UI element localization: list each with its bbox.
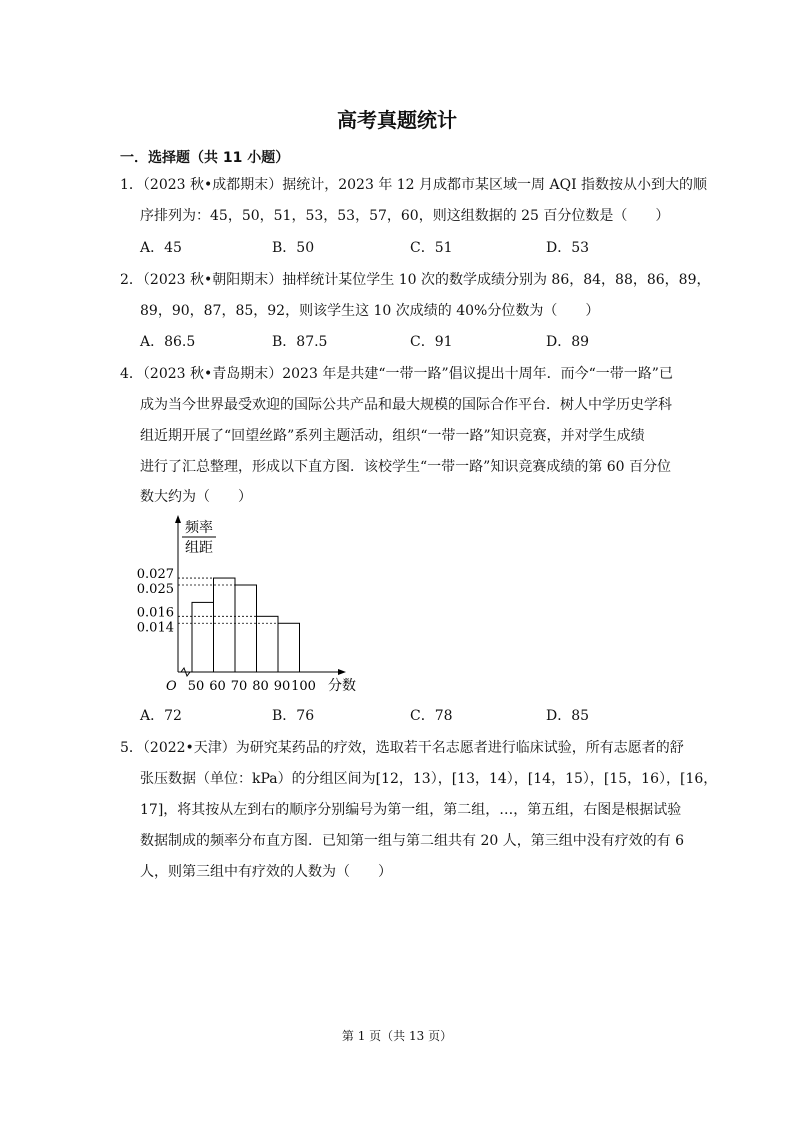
question-5-line-1: 5．（2022•天津）为研究某药品的疗效，选取若干名志愿者进行临床试验，所有志愿者的舒 [120, 740, 684, 756]
x-tick-label: 100 [291, 679, 316, 694]
histogram-bar [235, 585, 257, 672]
question-1-line-1: 1．（2023 秋•成都期末）据统计，2023 年 12 月成都市某区域一周 AQI 指数按从小到大的顺 [120, 177, 708, 193]
histogram-bar [192, 602, 214, 672]
x-tick-label: 80 [252, 679, 269, 694]
y-label-top: 频率 [185, 520, 213, 536]
question-4-line-2: 成为当今世界最受欢迎的国际公共产品和最大规模的国际合作平台．树人中学历史学科 [140, 397, 672, 413]
origin-label: O [166, 679, 177, 694]
x-tick-label: 90 [273, 679, 291, 694]
x-tick-label: 70 [230, 679, 248, 694]
question-2-line-1: 2．（2023 秋•朝阳期末）抽样统计某位学生 10 次的数学成绩分别为 86，84，88，86，89， [120, 272, 711, 288]
x-axis-arrow [338, 669, 346, 675]
histogram-bar [257, 616, 279, 672]
option-b: B．50 [272, 240, 315, 256]
question-1-line-2: 序排列为：45，50，51，53，53，57，60，则这组数据的 25 百分位数是（ ） [140, 208, 670, 224]
histogram-axes [166, 515, 356, 694]
y-label-bottom: 组距 [185, 540, 213, 556]
histogram-chart [135, 512, 365, 697]
question-4-line-1: 4．（2023 秋•青岛期末）2023 年是共建“一带一路”倡议提出十周年．而今“一带一路”已 [120, 366, 673, 382]
option-d: D．85 [546, 708, 590, 724]
option-c: C．91 [410, 334, 453, 350]
option-c: C．51 [410, 240, 453, 256]
option-a: A．86.5 [140, 334, 196, 350]
question-4-line-5: 数大约为（ ） [140, 489, 252, 505]
x-tick-label: 60 [209, 679, 226, 694]
question-5-line-3: 17]，将其按从左到右的顺序分别编号为第一组，第二组，…，第五组，右图是根据试验 [140, 802, 682, 818]
x-tick-label: 50 [187, 679, 205, 694]
question-1-options [140, 238, 680, 258]
question-5-line-4: 数据制成的频率分布直方图．已知第一组与第二组共有 20 人，第三组中没有疗效的有 6 [140, 833, 685, 849]
histogram-bar [214, 578, 236, 672]
option-d: D．53 [546, 240, 590, 256]
question-2-line-2: 89，90，87，85，92，则该学生这 10 次成绩的 40%分位数为（ ） [140, 303, 600, 319]
option-a: A．45 [140, 240, 182, 256]
option-d: D．89 [546, 334, 590, 350]
y-tick-label: 0.016 [136, 605, 174, 621]
y-tick-label: 0.027 [136, 567, 174, 583]
question-4-options [140, 706, 680, 726]
option-a: A．72 [140, 708, 182, 724]
question-2-options [140, 332, 680, 352]
question-5-line-2: 张压数据（单位：kPa）的分组区间为[12，13），[13，14），[14，15），[15，16），[16， [140, 771, 718, 787]
page-footer: 第 1 页（共 13 页） [341, 1029, 453, 1043]
option-b: B．76 [272, 708, 315, 724]
option-c: C．78 [410, 708, 453, 724]
question-4-line-4: 进行了汇总整理，形成以下直方图．该校学生“一带一路”知识竞赛成绩的第 60 百分位 [140, 459, 672, 475]
question-5-line-5: 人，则第三组中有疗效的人数为（ ） [140, 864, 392, 880]
page-title: 高考真题统计 [337, 108, 457, 132]
option-b: B．87.5 [272, 334, 328, 350]
histogram-bar [278, 623, 300, 672]
x-axis-label: 分数 [328, 678, 356, 694]
question-4-line-3: 组近期开展了“回望丝路”系列主题活动，组织“一带一路”知识竞赛，并对学生成绩 [140, 428, 645, 444]
y-tick-label: 0.025 [136, 582, 174, 597]
y-tick-label: 0.014 [136, 620, 174, 636]
y-axis-arrow [175, 515, 181, 523]
section-title: 一．选择题（共 11 小题） [120, 150, 290, 166]
